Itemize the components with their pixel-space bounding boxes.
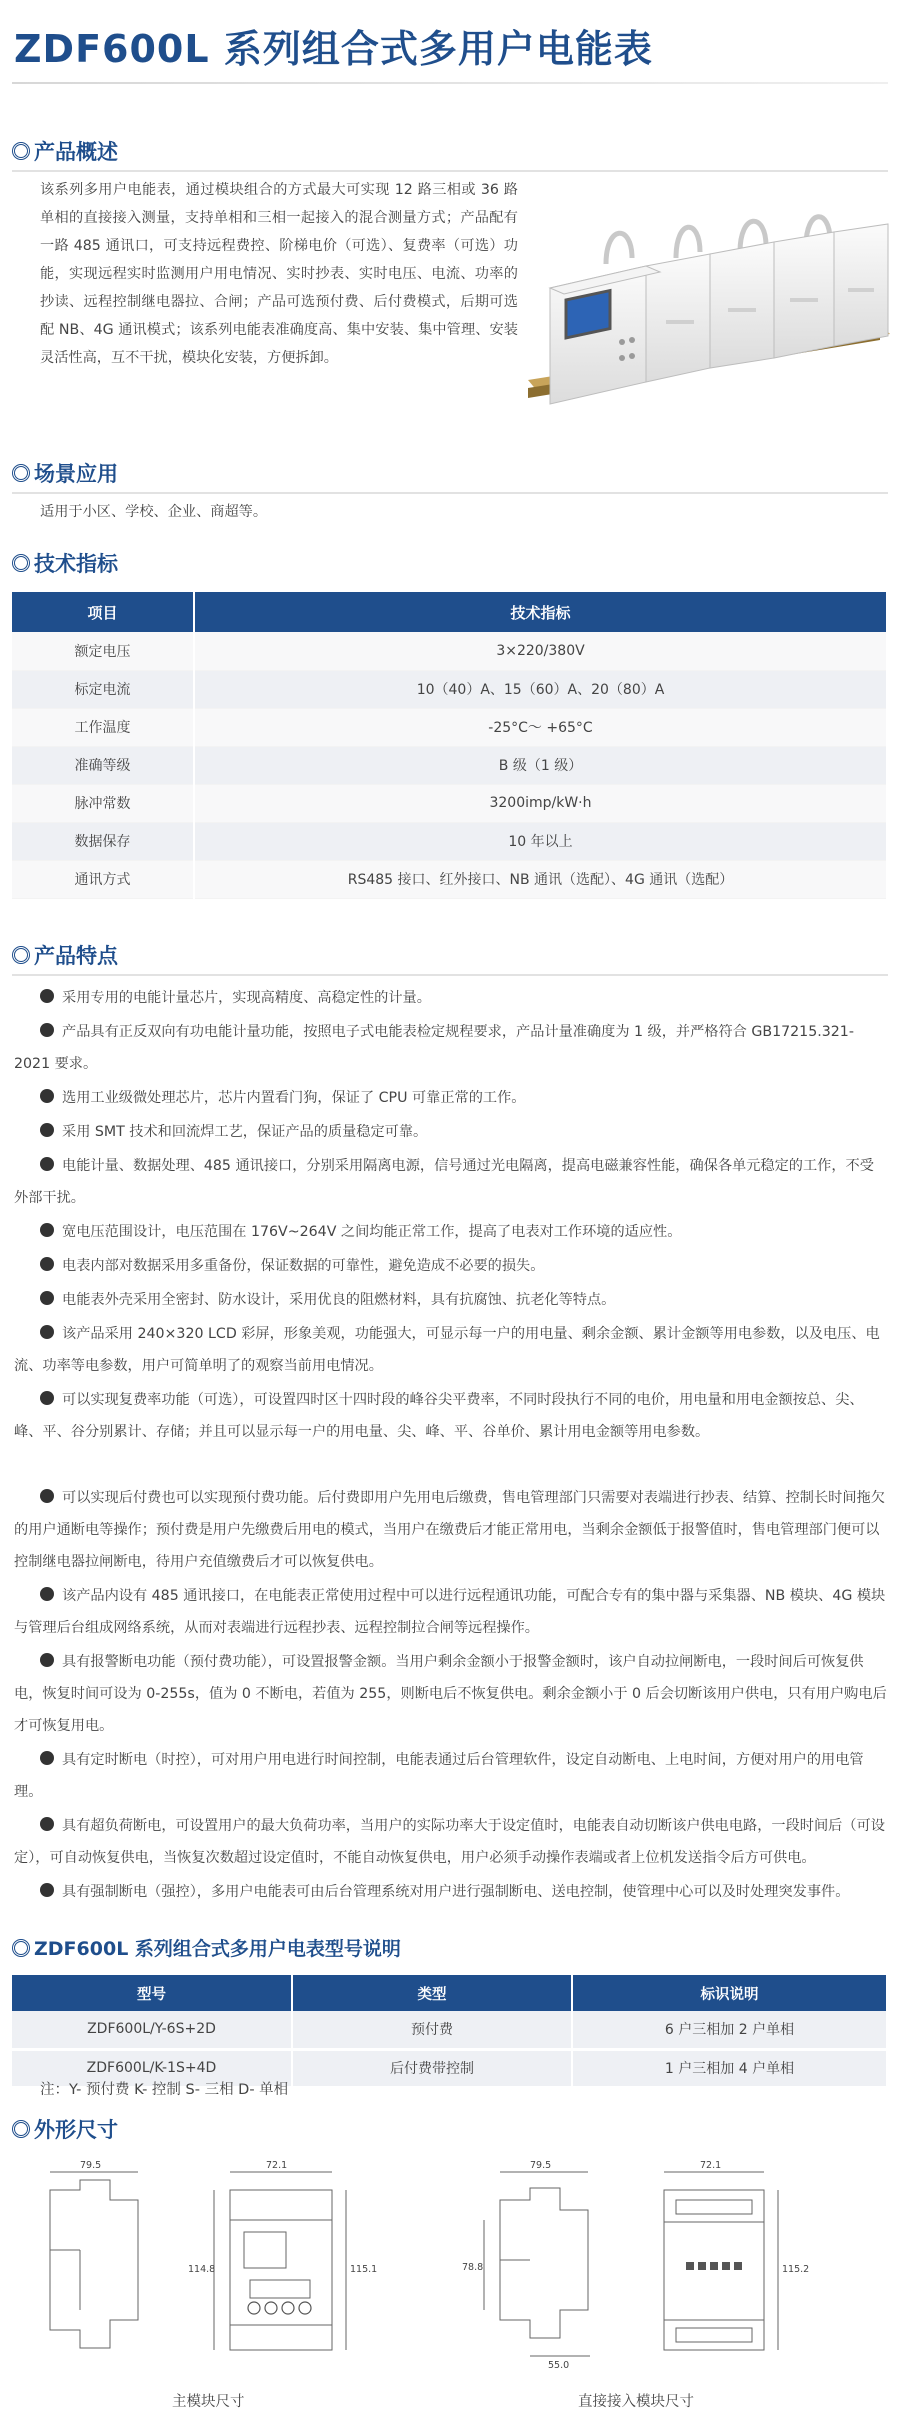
table-cell: 标定电流 — [12, 670, 194, 708]
feature-item: 采用 SMT 技术和回流焊工艺，保证产品的质量稳定可靠。 — [14, 1116, 888, 1148]
bullet-icon — [40, 1157, 54, 1171]
column-header: 类型 — [292, 1975, 572, 2011]
bullet-icon — [40, 1089, 54, 1103]
bullet-icon — [40, 1123, 54, 1137]
table-cell: -25°C～ +65°C — [194, 708, 887, 746]
table-row — [12, 632, 887, 670]
bullet-icon — [40, 1653, 54, 1667]
model-note: 注：Y- 预付费 K- 控制 S- 三相 D- 单相 — [40, 2082, 289, 2098]
table-cell: 1 户三相加 4 户单相 — [572, 2049, 887, 2087]
section-marker-icon — [12, 2120, 30, 2138]
overview-text: 该系列多用户电能表，通过模块组合的方式最大可实现 12 路三相或 36 路单相的直接接入测量，支持单相和三相一起接入的混合测量方式；产品配有一路 485 通讯口，可支持远程费控、阶梯电价（可选）、复费率（可选）功能，实现远程实时监测用户用电情况、实时抄表、实时电压、电流、功率的抄读、远程控制继电器拉、合闸；产品可选预付费、后付费模式，后期可选配 NB、4G 通讯模式；该系列电能表准确度高、集中安装、集中管理、安装灵活性高，互不干扰，模块化安装，方便拆卸。 — [40, 182, 518, 366]
table-cell: 后付费带控制 — [292, 2049, 572, 2087]
feature-item: 宽电压范围设计，电压范围在 176V~264V 之间均能正常工作，提高了电表对工作环境的适应性。 — [14, 1216, 888, 1248]
section-divider — [12, 492, 888, 494]
dimension-label: 79.5 — [530, 2160, 552, 2171]
bullet-icon — [40, 1817, 54, 1831]
table-cell: 脉冲常数 — [12, 784, 194, 822]
table-cell: ZDF600L/Y-6S+2D — [12, 2011, 292, 2049]
bullet-icon — [40, 1489, 54, 1503]
table-cell: 3×220/380V — [194, 632, 887, 670]
table-row — [12, 860, 887, 898]
feature-item: 该产品内设有 485 通讯接口，在电能表正常使用过程中可以进行远程通讯功能，可配合专有的集中器与采集器、NB 模块、4G 模块与管理后台组成网络系统，从而对表端进行远程抄表、远程控制拉合闸等远程操作。 — [14, 1588, 886, 1636]
column-header: 项目 — [12, 592, 194, 632]
table-cell: 准确等级 — [12, 746, 194, 784]
table-cell: 额定电压 — [12, 632, 194, 670]
section-marker-icon — [12, 554, 30, 572]
bullet-icon — [40, 1291, 54, 1305]
model-table — [12, 1975, 888, 2089]
section-divider — [12, 974, 888, 976]
main-module-caption: 主模块尺寸 — [172, 2394, 245, 2410]
product-image — [528, 212, 898, 422]
feature-item: 产品具有正反双向有功电能计量功能，按照电子式电能表检定规程要求，产品计量准确度为 1 级，并严格符合 GB17215.321-2021 要求。 — [14, 1024, 854, 1072]
feature-item: 可以实现复费率功能（可选），可设置四时区十四时段的峰谷尖平费率，不同时段执行不同的电价，用电量和用电金额按总、尖、峰、平、谷分别累计、存储；并且可以显示每一户的用电量、尖、峰、平、谷单价、累计用电金额等用电参数。 — [14, 1392, 864, 1440]
table-cell: 3200imp/kW·h — [194, 784, 887, 822]
feature-item: 电能表外壳采用全密封、防水设计，采用优良的阻燃材料，具有抗腐蚀、抗老化等特点。 — [14, 1284, 888, 1316]
bullet-icon — [40, 1751, 54, 1765]
dimensions-heading: 外形尺寸 — [12, 2114, 118, 2144]
feature-item: 电能计量、数据处理、485 通讯接口，分别采用隔离电源，信号通过光电隔离，提高电磁兼容性能，确保各单元稳定的工作，不受外部干扰。 — [14, 1158, 874, 1206]
bullet-icon — [40, 1223, 54, 1237]
bullet-icon — [40, 1325, 54, 1339]
dimension-label: 79.5 — [80, 2160, 102, 2171]
dimension-label: 72.1 — [266, 2160, 288, 2171]
section-marker-icon — [12, 1939, 30, 1957]
feature-item: 具有强制断电（强控），多用户电能表可由后台管理系统对用户进行强制断电、送电控制，使管理中心可以及时处理突发事件。 — [14, 1876, 888, 1908]
feature-item: 可以实现后付费也可以实现预付费功能。后付费即用户先用电后缴费，售电管理部门只需要对表端进行抄表、结算、控制长时间拖欠的用户通断电等操作；预付费是用户先缴费后用电的模式，当用户在缴费后才能正常用电，当剩余金额低于报警值时，售电管理部门便可以控制继电器拉闸断电，待用户充值缴费后才可以恢复供电。 — [14, 1490, 885, 1570]
feature-item: 具有定时断电（时控），可对用户用电进行时间控制，电能表通过后台管理软件，设定自动断电、上电时间，方便对用户的用电管理。 — [14, 1752, 864, 1800]
page-title: ZDF600L 系列组合式多用户电能表 — [14, 27, 653, 71]
direct-module-drawing — [460, 2160, 850, 2370]
dimension-label: 72.1 — [700, 2160, 722, 2171]
column-header: 型号 — [12, 1975, 292, 2011]
feature-item: 选用工业级微处理芯片，芯片内置看门狗，保证了 CPU 可靠正常的工作。 — [14, 1082, 888, 1114]
table-cell: 数据保存 — [12, 822, 194, 860]
table-cell: 10（40）A、15（60）A、20（80）A — [194, 670, 887, 708]
table-row — [12, 708, 887, 746]
dimension-label: 78.8 — [462, 2262, 484, 2273]
table-cell: 10 年以上 — [194, 822, 887, 860]
table-cell: B 级（1 级） — [194, 746, 887, 784]
bullet-icon — [40, 1391, 54, 1405]
feature-item: 电表内部对数据采用多重备份，保证数据的可靠性，避免造成不必要的损失。 — [14, 1250, 888, 1282]
direct-module-caption: 直接接入模块尺寸 — [578, 2394, 694, 2410]
bullet-icon — [40, 989, 54, 1003]
bullet-icon — [40, 1257, 54, 1271]
dimension-label: 115.2 — [782, 2264, 810, 2275]
section-marker-icon — [12, 464, 30, 482]
spec-table-header — [12, 592, 887, 632]
overview-heading: 产品概述 — [12, 136, 118, 166]
feature-item: 具有超负荷断电，可设置用户的最大负荷功率，当用户的实际功率大于设定值时，电能表自动切断该户供电电路，一段时间后（可设定），可自动恢复供电，当恢复次数超过设定值时，不能自动恢复供电，用户必须手动操作表端或者上位机发送指令后方可供电。 — [14, 1818, 885, 1866]
specs-heading: 技术指标 — [12, 548, 118, 578]
section-marker-icon — [12, 142, 30, 160]
section-marker-icon — [12, 946, 30, 964]
dimension-label: 114.8 — [188, 2264, 216, 2275]
title-divider — [12, 82, 888, 84]
table-cell: ZDF600L/K-1S+4D — [12, 2049, 292, 2087]
features-heading: 产品特点 — [12, 940, 118, 970]
column-header: 技术指标 — [194, 592, 887, 632]
table-row — [12, 784, 887, 822]
scenario-text: 适用于小区、学校、企业、商超等。 — [40, 504, 268, 520]
scenario-heading: 场景应用 — [12, 458, 118, 488]
feature-item: 具有报警断电功能（预付费功能），可设置报警金额。当用户剩余金额小于报警金额时，该户自动拉闸断电，一段时间后可恢复供电，恢复时间可设为 0-255s，值为 0 不断电，若值为 255，则断电后不恢复供电。剩余金额小于 0 后会切断该用户供电，只有用户购电后才可恢复用电。 — [14, 1654, 887, 1734]
table-row — [12, 2011, 887, 2049]
section-divider — [12, 170, 888, 172]
dimension-label: 115.1 — [350, 2264, 378, 2275]
table-row — [12, 822, 887, 860]
bullet-icon — [40, 1023, 54, 1037]
models-heading: ZDF600L 系列组合式多用户电表型号说明 — [12, 1934, 401, 1961]
model-table-header — [12, 1975, 887, 2011]
bullet-icon — [40, 1883, 54, 1897]
main-module-drawing — [40, 2160, 400, 2370]
table-row — [12, 670, 887, 708]
spec-table — [12, 592, 888, 899]
table-cell: 通讯方式 — [12, 860, 194, 898]
table-cell: 6 户三相加 2 户单相 — [572, 2011, 887, 2049]
feature-item: 采用专用的电能计量芯片，实现高精度、高稳定性的计量。 — [14, 982, 888, 1014]
feature-item: 该产品采用 240×320 LCD 彩屏，形象美观，功能强大，可显示每一户的用电量、剩余金额、累计金额等用电参数，以及电压、电流、功率等电参数，用户可简单明了的观察当前用电情况。 — [14, 1326, 880, 1374]
table-row — [12, 746, 887, 784]
table-cell: RS485 接口、红外接口、NB 通讯（选配）、4G 通讯（选配） — [194, 860, 887, 898]
bullet-icon — [40, 1587, 54, 1601]
dimension-label: 55.0 — [548, 2360, 570, 2370]
column-header: 标识说明 — [572, 1975, 887, 2011]
table-cell: 预付费 — [292, 2011, 572, 2049]
table-cell: 工作温度 — [12, 708, 194, 746]
